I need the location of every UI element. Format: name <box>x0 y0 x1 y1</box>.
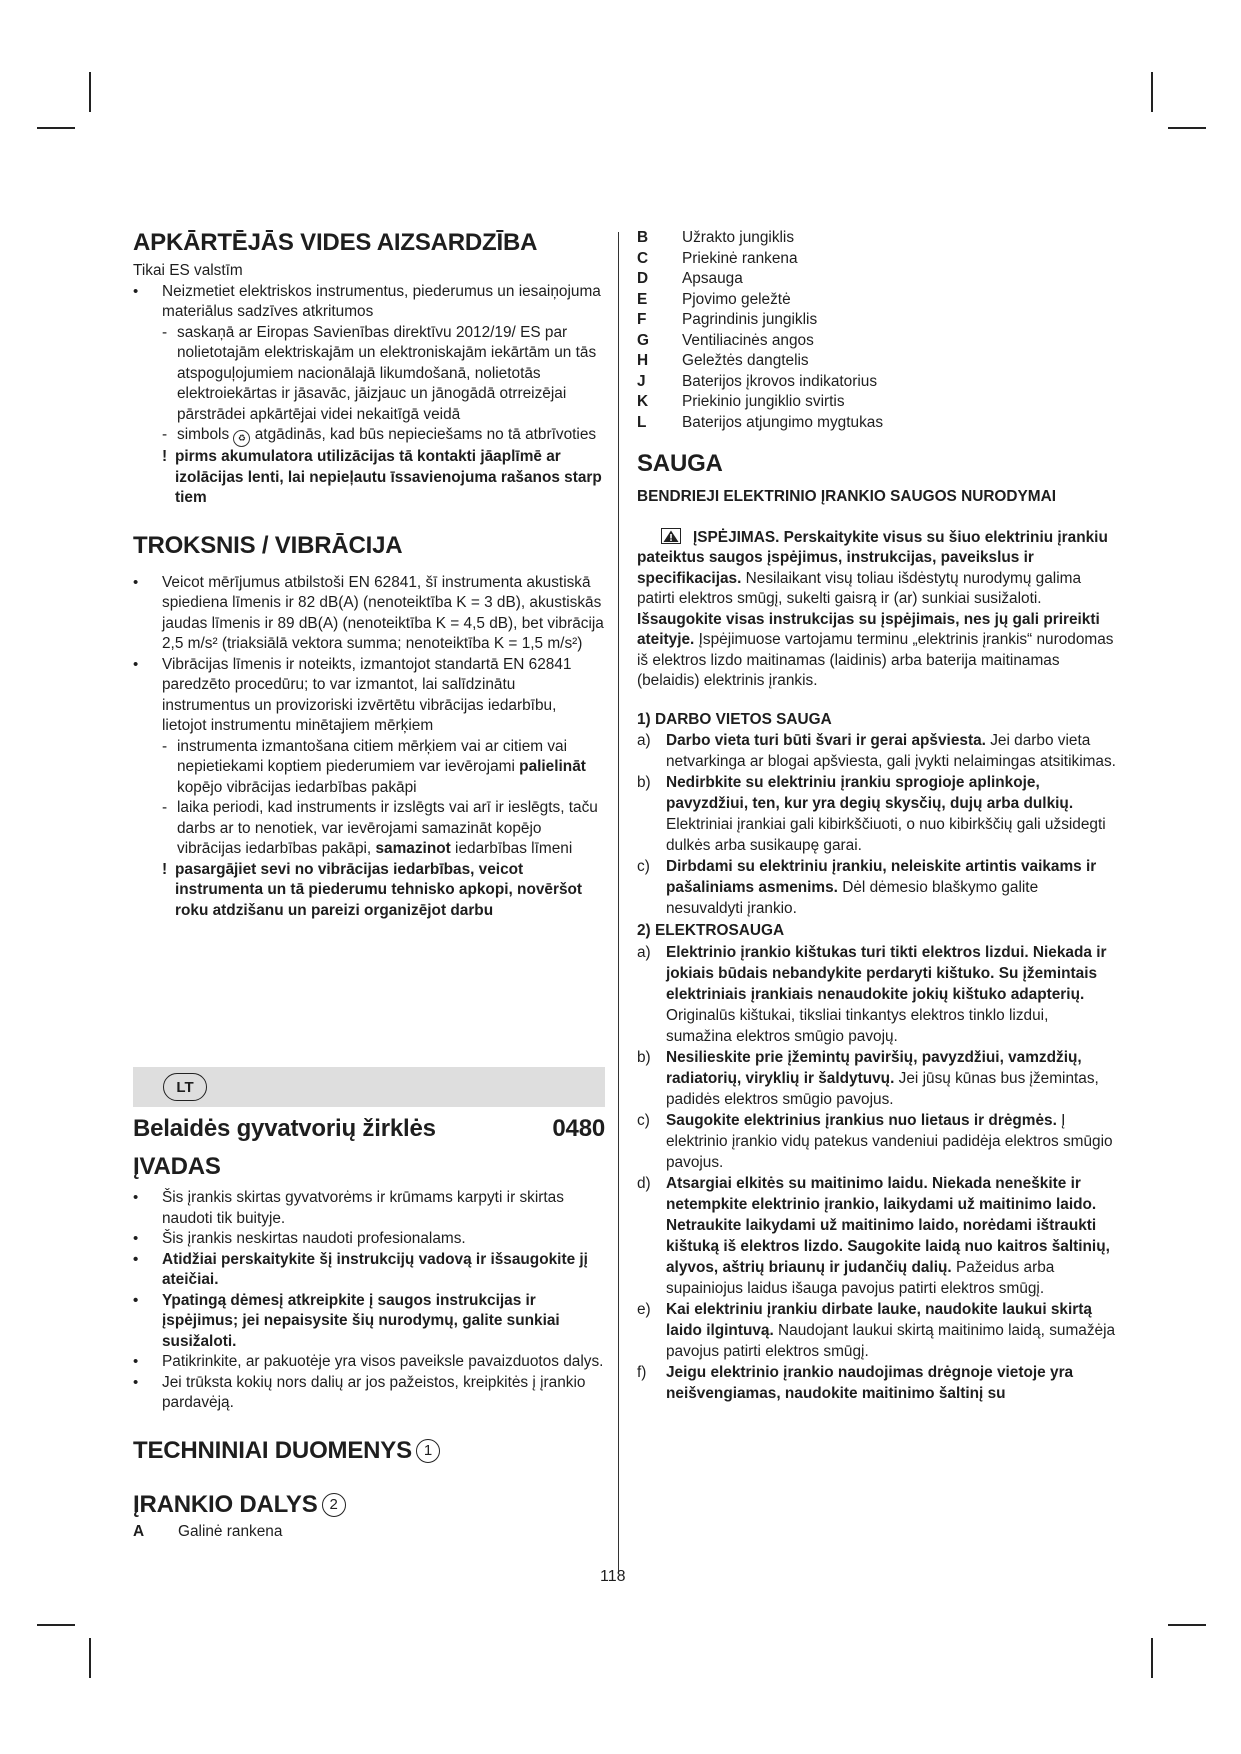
safety-subtitle: BENDRIEJI ELEKTRINIO ĮRANKIO SAUGOS NURODYMAI <box>637 488 1056 505</box>
part-key: H <box>637 352 649 369</box>
part-row-e <box>637 290 1117 311</box>
part-row-d <box>637 269 1117 290</box>
page-number: 118 <box>600 1568 626 1585</box>
safety-title: SAUGA <box>637 450 723 477</box>
part-key: J <box>637 372 646 390</box>
parts-title <box>133 1490 605 1520</box>
part-row-k <box>637 392 1117 413</box>
right-column <box>637 228 1117 1404</box>
env-warning <box>133 447 605 509</box>
part-label: Priekinio jungiklio svirtis <box>682 393 845 410</box>
item-bold: Nedirbkite su elektriniu įrankiu sprogioje aplinkoje, pavyzdžiui, ten, kur yra degių skysčių, dujų arba dulkių. <box>666 774 1074 812</box>
product-header <box>133 1114 605 1144</box>
noise-dash-1-post: kopējo vibrācijas iedarbības pakāpi <box>177 778 417 796</box>
column-divider <box>618 232 619 1572</box>
crop-mark <box>89 1638 91 1678</box>
env-dash-2 <box>133 425 605 447</box>
exclamation-icon: ! <box>162 860 168 878</box>
product-title: Belaidės gyvatvorių žirklės <box>133 1115 436 1142</box>
part-label: Pagrindinis jungiklis <box>682 311 818 328</box>
item-key: b) <box>637 1048 651 1066</box>
warning-bold-2: Išsaugokite visas instrukcijas su įspėjimais, nes jų gali prireikti ateityje. <box>637 610 1100 648</box>
noise-dash-2-post: iedarbības līmeni <box>455 840 573 857</box>
part-label: Pjovimo geležtė <box>682 290 791 308</box>
intro-bullet-1: • Šis įrankis skirtas gyvatvorėms ir krūmams karpyti ir skirtas naudoti tik buityje. <box>133 1188 605 1229</box>
part-key: F <box>637 311 647 328</box>
s1-item-c <box>637 856 1117 919</box>
warning-text-1: Nesilaikant visų toliau išdėstytų nurodymų galima patirti elektros smūgį, sukelti gaisrą ir (ar) sunkiai susižaloti. <box>637 569 1082 607</box>
part-key: L <box>637 413 647 431</box>
intro-bullet-6: • Jei trūksta kokių nors dalių ar jos pažeistos, kreipkitės į įrankio pardavėją. <box>133 1373 605 1414</box>
item-bold: Saugokite elektrinius įrankius nuo lietaus ir drėgmės. <box>666 1111 1057 1129</box>
left-column <box>133 228 605 921</box>
item-text: Į elektrinio įrankio vidų patekus vandeniui padidėja elektros smūgio pavojus. <box>666 1111 1113 1171</box>
figure-ref-2: 2 <box>322 1493 346 1517</box>
crop-mark <box>89 72 91 112</box>
item-key: c) <box>637 858 650 875</box>
intro-bullet-4: • Ypatingą dėmesį atkreipkite į saugos instrukcijas ir įspėjimus; jei nepaisysite šių nurodymų, galite sunkiai susižaloti. <box>133 1291 605 1353</box>
noise-bullet-2: • Vibrācijas līmenis ir noteikts, izmantojot standartā EN 62841 paredzēto procedūru; to var izmantot, lai salīdzinātu instrumentus un provizoriski izvērtētu vibrācijas iedarbību, lietojot instrumentu minētajiem mērķiem <box>133 655 605 737</box>
crop-mark <box>1168 127 1206 129</box>
item-text: Dėl dėmesio blaškymo galite nesuvaldyti įrankio. <box>666 879 1039 917</box>
s2-item-b <box>637 1047 1117 1110</box>
section-1-title: 1) DARBO VIETOS SAUGA <box>637 710 832 728</box>
item-key: a) <box>637 943 651 961</box>
intro-bullet-5: • Patikrinkite, ar pakuotėje yra visos paveiksle pavaizduotos dalys. <box>133 1352 605 1373</box>
part-row-h <box>637 351 1117 372</box>
item-bold: Atsargiai elkitės su maitinimo laidu. Niekada neneškite ir netempkite elektrinio įrankio, laikydami už maitinimo laido. Netraukite laikydami už maitinimo laido, norėdami ištraukti kištuką iš elektros lizdo. Saugokite laidą nuo kaitros šaltinių, alyvos, aštrių briaunų ir judančių dalių. <box>666 1174 1110 1276</box>
part-label: Apsauga <box>682 270 743 287</box>
item-key: e) <box>637 1300 651 1318</box>
part-row-b <box>637 228 1117 249</box>
s2-item-a <box>637 942 1117 1047</box>
left-column-lower <box>133 1114 605 1542</box>
s2-item-d <box>637 1173 1117 1299</box>
s1-item-a <box>637 730 1117 772</box>
item-text: Pažeidus arba supainiojus laidus išauga pavojus patirti elektros smūgį. <box>666 1258 1055 1297</box>
part-label: Geležtės dangtelis <box>682 352 809 369</box>
item-key: f) <box>637 1363 647 1381</box>
part-key: A <box>133 1522 145 1540</box>
item-bold: Nesilieskite prie įžemintų paviršių, pavyzdžiui, vamzdžių, radiatorių, viryklių ir šaldytuvų. <box>666 1048 1082 1087</box>
noise-warning <box>133 860 605 922</box>
part-row-g <box>637 331 1117 352</box>
noise-dash-2-pre: laika periodi, kad instruments ir izslēgts vai arī ir ieslēgts, taču darbs ar to nenotiek, var ievērojami samazināt kopējo vibrācijas iedarbības pakāpi, <box>177 799 598 857</box>
noise-dash-2 <box>133 798 605 860</box>
parts-title-text: ĮRANKIO DALYS <box>133 1490 318 1518</box>
part-row-l <box>637 413 1117 434</box>
part-label: Ventiliacinės angos <box>682 331 814 349</box>
env-intro: Tikai ES valstīm <box>133 262 243 279</box>
part-key: K <box>637 393 649 410</box>
item-key: c) <box>637 1111 650 1129</box>
part-label: Baterijos įkrovos indikatorius <box>682 372 878 390</box>
crop-mark <box>1151 72 1153 112</box>
part-key: B <box>637 229 649 246</box>
part-label: Galinė rankena <box>178 1522 283 1540</box>
item-text: Naudojant laukui skirtą maitinimo laidą, sumažėja pavojus patirti elektros smūgį. <box>666 1321 1116 1360</box>
s1-item-b <box>637 772 1117 856</box>
tech-title <box>133 1436 605 1466</box>
part-row-j <box>637 372 1117 393</box>
part-row-f <box>637 310 1117 331</box>
s2-item-e <box>637 1299 1117 1362</box>
item-bold: Darbo vieta turi būti švari ir gerai apšviesta. <box>666 732 986 749</box>
noise-bullet-1: • Veicot mērījumus atbilstoši EN 62841, šī instrumenta akustiskā spiediena līmenis ir 82 dB(A) (nenoteiktība K = 3 dB), akustiskās jaudas līmenis ir 89 dB(A) (nenoteiktība K = 4,5 dB), bet vibrācija 2,5 m/s² (triaksiālā vektora summa; nenoteiktība K = 1,5 m/s²) <box>133 573 605 655</box>
item-bold: Kai elektriniu įrankiu dirbate lauke, naudokite laukui skirtą laido ilgintuvą. <box>666 1300 1092 1339</box>
env-bullet: • Neizmetiet elektriskos instrumentus, piederumus un iesaiņojuma materiālus sadzīves atkritumos <box>133 282 605 323</box>
part-row-c <box>637 249 1117 270</box>
crop-mark <box>37 1624 75 1626</box>
general-warning <box>637 528 1117 692</box>
part-key: D <box>637 270 649 287</box>
item-bold: Elektrinio įrankio kištukas turi tikti elektros lizdui. Niekada ir jokiais būdais nebandykite perdaryti kištuko. Su įžemintais elektriniais įrankiais nenaudokite jokių kištuko adapterių. <box>666 943 1107 1003</box>
parts-list <box>637 228 1117 433</box>
item-bold: Jeigu elektrinio įrankio naudojimas drėgnoje vietoje yra neišvengiamas, naudokite maitinimo šaltinį su <box>666 1363 1074 1402</box>
recycle-bin-icon: ♻ <box>233 430 250 447</box>
env-title: APKĀRTĒJĀS VIDES AIZSARDZĪBA <box>133 229 538 256</box>
warning-text-2: Įspėjimuose vartojamu terminu „elektrinis įrankis“ nurodomas iš elektros lizdo maitinamas (laidinis) arba baterija maitinamas (belaidis) elektrinis įrankis. <box>637 631 1114 689</box>
warning-triangle-icon <box>661 528 681 544</box>
noise-dash-2-bold: samazinot <box>375 840 451 857</box>
item-text: Originalūs kištukai, tiksliai tinkantys elektros tinklo lizdui, sumažina elektros smūgio pavojų. <box>666 1006 1049 1045</box>
item-text: Jei jūsų kūnas bus įžemintas, padidės elektros smūgio pavojus. <box>666 1069 1099 1108</box>
item-key: b) <box>637 774 651 791</box>
part-label: Baterijos atjungimo mygtukas <box>682 413 884 431</box>
item-key: a) <box>637 732 651 749</box>
env-dash-2-pre: simbols <box>177 426 230 443</box>
env-warning-text: pirms akumulatora utilizācijas tā kontakti jāaplīmē ar izolācijas lenti, lai nepieļautu īssavienojuma rašanos starp tiem <box>175 448 602 506</box>
noise-dash-1 <box>133 737 605 799</box>
noise-warning-text: pasargājiet sevi no vibrācijas iedarbības, veicot instrumenta un tā piederumu tehnisko apkopi, novēršot roku atdzišanu un pareizi organizējot darbu <box>175 860 583 919</box>
crop-mark <box>37 127 75 129</box>
part-label: Užrakto jungiklis <box>682 229 795 246</box>
noise-dash-1-pre: instrumenta izmantošana citiem mērķiem vai ar citiem vai nepietiekami koptiem piederumiem var ievērojami <box>177 737 568 775</box>
part-key: G <box>637 331 649 349</box>
env-dash-1: - saskaņā ar Eiropas Savienības direktīvu 2012/19/ ES par nolietotajām elektriskajām un elektroniskajām iekārtām un tās atspoguļojumiem nacionālajā likumdošanā, nolietotās elektroiekārtas ir jāsavāc, jāizjauc un jānogādā otrreizējai pārstrādei apkārtējai videi nekaitīgā veidā <box>133 323 605 426</box>
intro-title: ĮVADAS <box>133 1153 221 1180</box>
item-text: Jei darbo vieta netvarkinga ar blogai apšviesta, gali įvykti nelaimingas atsitikimas. <box>666 732 1116 770</box>
intro-bullet-3: • Atidžiai perskaitykite šį instrukcijų vadovą ir išsaugokite jį ateičiai. <box>133 1250 605 1291</box>
part-label: Priekinė rankena <box>682 249 798 267</box>
item-key: d) <box>637 1174 651 1192</box>
part-row-a <box>133 1522 605 1543</box>
part-key: E <box>637 290 648 308</box>
crop-mark <box>1168 1624 1206 1626</box>
section-2-title: 2) ELEKTROSAUGA <box>637 922 785 939</box>
language-bar <box>133 1067 605 1107</box>
s2-item-c <box>637 1110 1117 1173</box>
intro-bullet-2: • Šis įrankis neskirtas naudoti profesionalams. <box>133 1229 605 1250</box>
tech-title-text: TECHNINIAI DUOMENYS <box>133 1436 412 1464</box>
language-badge: LT <box>163 1073 207 1101</box>
noise-dash-1-bold: palielināt <box>519 758 586 775</box>
product-code: 0480 <box>552 1115 605 1142</box>
warning-bold-1: ĮSPĖJIMAS. Perskaitykite visus su šiuo elektriniu įrankiu pateiktus saugos įspėjimus, instrukcijas, paveikslus ir specifikacijas. <box>637 528 1108 587</box>
part-key: C <box>637 249 649 267</box>
env-dash-2-post: atgādinās, kad būs nepieciešams no tā atbrīvoties <box>254 426 597 443</box>
noise-title: TROKSNIS / VIBRĀCIJA <box>133 531 403 559</box>
item-text: Elektriniai įrankiai gali kibirkščiuoti, o nuo kibirkščių gali užsidegti dulkės arba susikaupę garai. <box>666 816 1106 854</box>
exclamation-icon: ! <box>162 448 168 465</box>
item-bold: Dirbdami su elektriniu įrankiu, neleiskite artintis vaikams ir pašaliniams asmenims. <box>666 858 1097 896</box>
figure-ref-1: 1 <box>416 1439 440 1463</box>
crop-mark <box>1151 1638 1153 1678</box>
s2-item-f <box>637 1362 1117 1404</box>
